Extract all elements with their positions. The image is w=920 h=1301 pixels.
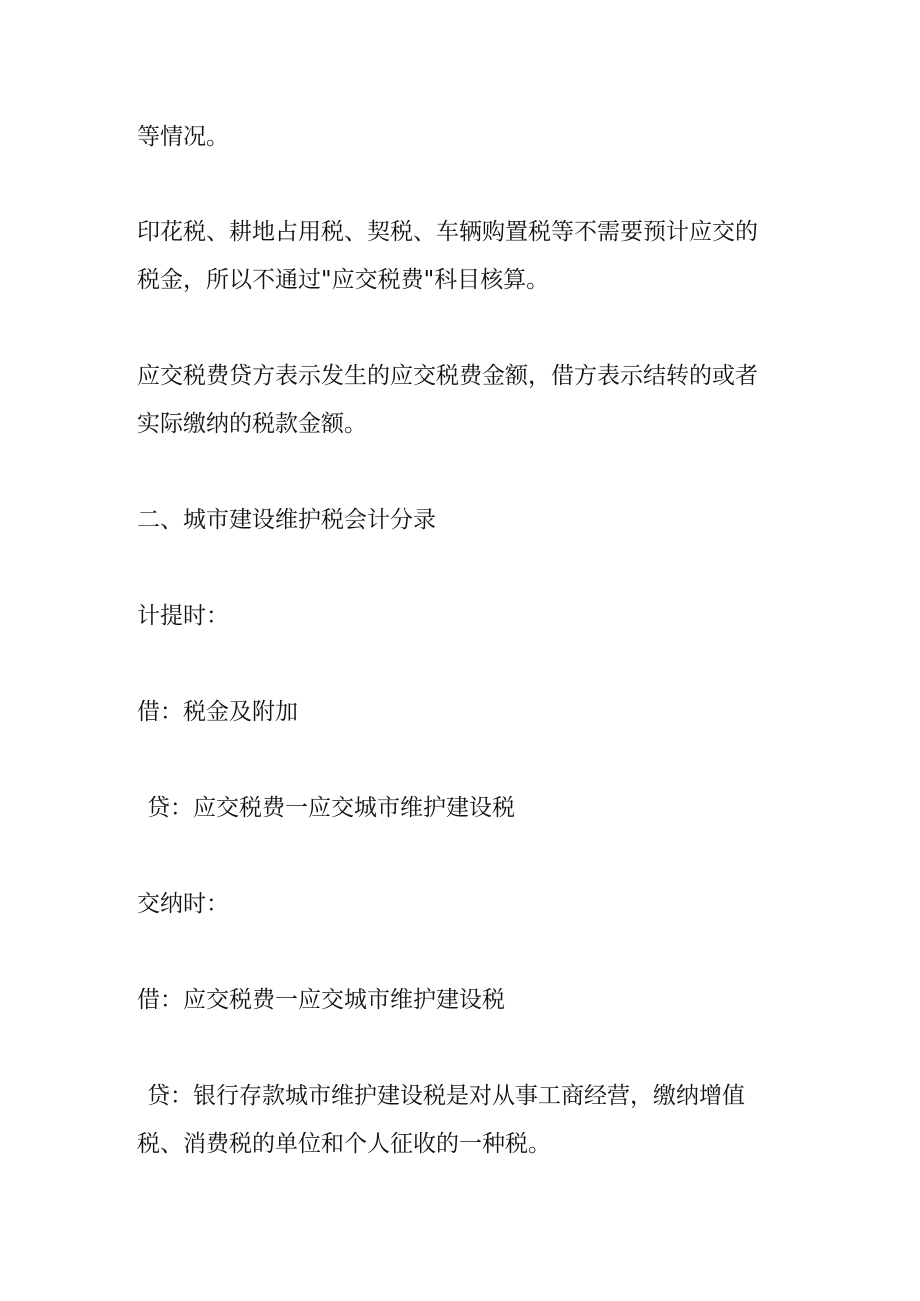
text-line: 计提时： bbox=[137, 603, 229, 629]
heading-text: 二、城市建设维护税会计分录 bbox=[137, 507, 436, 533]
entry-credit bbox=[137, 1072, 787, 1168]
text-line: 实际缴纳的税款金额。 bbox=[137, 411, 367, 437]
text-line: 应交税费贷方表示发生的应交税费金额，借方表示结转的或者 bbox=[137, 363, 758, 389]
entry-debit bbox=[137, 976, 777, 1024]
paragraph-credit-debit bbox=[137, 352, 777, 448]
text-line: 交纳时： bbox=[137, 891, 229, 917]
text-line: 借：税金及附加 bbox=[137, 699, 298, 725]
section-heading bbox=[137, 496, 777, 544]
text-line: 印花税、耕地占用税、契税、车辆购置税等不需要预计应交的 bbox=[137, 219, 758, 245]
text-line: 贷：应交税费一应交城市维护建设税 bbox=[147, 795, 515, 821]
text-line: 贷：银行存款城市维护建设税是对从事工商经营，缴纳增值 bbox=[147, 1083, 745, 1109]
paragraph-accrual-label bbox=[137, 592, 777, 640]
paragraph-stamp-taxes bbox=[137, 208, 777, 304]
entry-debit bbox=[137, 688, 777, 736]
text-line: 税、消费税的单位和个人征收的一种税。 bbox=[137, 1131, 551, 1157]
entry-credit bbox=[147, 784, 787, 832]
text-line: 借：应交税费一应交城市维护建设税 bbox=[137, 987, 505, 1013]
text-line: 等情况。 bbox=[137, 124, 229, 150]
text-line: 税金，所以不通过"应交税费"科目核算。 bbox=[137, 267, 550, 293]
paragraph-payment-label bbox=[137, 880, 777, 928]
paragraph-continuation bbox=[137, 113, 777, 161]
